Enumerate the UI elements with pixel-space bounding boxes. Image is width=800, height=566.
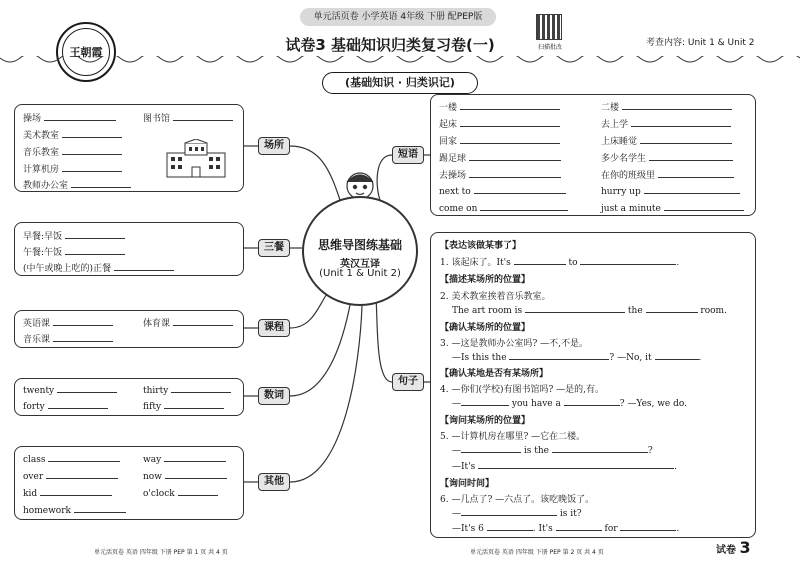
- sentence-head-3: 【确认某场所的位置】: [440, 323, 531, 333]
- phrase-just-a-minute: just a minute: [601, 204, 661, 214]
- phrase-in-your-class: 在你的班级里: [601, 171, 656, 181]
- sentence-5-line-3: —It's .: [452, 462, 678, 472]
- sentence-head-1: 【表达该做某事了】: [440, 241, 522, 251]
- others-box: [14, 446, 244, 520]
- subject-music: 音乐课: [23, 335, 51, 345]
- meal-breakfast: 早餐:早饭: [23, 232, 63, 242]
- sentence-5-line-2: — is the ?: [452, 446, 653, 456]
- other-class: class: [23, 455, 46, 465]
- paper-badge: [716, 538, 751, 557]
- place-teachers-office: 教师办公室: [23, 181, 69, 191]
- footer-left: 单元活页卷 英语 四年级 下册 PEP 第 1 页 共 4 页: [94, 549, 228, 556]
- other-over: over: [23, 472, 44, 482]
- number-thirty: thirty: [143, 386, 169, 396]
- phrase-go-home: 回家: [439, 137, 458, 147]
- phrase-next-to: next to: [439, 187, 471, 197]
- paper-badge-label: 试卷: [716, 545, 736, 556]
- phrase-hurry-up: hurry up: [601, 187, 641, 197]
- numbers-box: [14, 378, 244, 416]
- sentence-4-line-1: 4. —你们(学校)有图书馆吗? —是的,有。: [440, 385, 605, 395]
- phrase-how-many-students: 多少名学生: [601, 154, 647, 164]
- qr-caption: 扫描批改: [537, 44, 562, 51]
- phrase-play-football: 踢足球: [439, 154, 467, 164]
- place-library: 图书馆: [143, 114, 171, 124]
- sentence-6-line-2: — is it?: [452, 509, 582, 519]
- sentence-head-2: 【描述某场所的位置】: [440, 275, 531, 285]
- place-art-room: 美术教室: [23, 131, 60, 141]
- tag-numbers: 数词: [258, 387, 290, 405]
- phrase-first-floor: 一楼: [439, 103, 458, 113]
- tag-places: 场所: [258, 137, 290, 155]
- sentence-1-line-1: 1. 该起床了。It's to .: [440, 258, 680, 268]
- tag-others: 其他: [258, 473, 290, 491]
- school-building-icon: [165, 139, 227, 179]
- paper-badge-number: 3: [739, 538, 751, 557]
- number-fifty: fifty: [143, 402, 162, 412]
- phrase-second-floor: 二楼: [601, 103, 620, 113]
- number-twenty: twenty: [23, 386, 55, 396]
- other-now: now: [143, 472, 162, 482]
- tag-sentences: 句子: [392, 373, 424, 391]
- other-way: way: [143, 455, 162, 465]
- place-playground: 操场: [23, 114, 42, 124]
- meals-box: [14, 222, 244, 276]
- subjects-box: [14, 310, 244, 348]
- footer-right: 单元活页卷 英语 四年级 下册 PEP 第 2 页 共 4 页: [470, 549, 604, 556]
- center-units: (Unit 1 & Unit 2): [319, 268, 401, 279]
- tag-subjects: 课程: [258, 319, 290, 337]
- subject-english: 英语课: [23, 319, 51, 329]
- meal-dinner: (中午或晚上吃的)正餐: [23, 264, 112, 274]
- page-title: 试卷3 基础知识归类复习卷(一): [285, 36, 495, 54]
- phrase-go-to-playground: 去操场: [439, 171, 467, 181]
- phrase-get-up: 起床: [439, 120, 458, 130]
- review-content: 考查内容: Unit 1 & Unit 2: [646, 38, 755, 48]
- subject-pe: 体育课: [143, 319, 171, 329]
- series-bar: 单元活页卷 小学英语 4年级 下册 配PEP版: [300, 8, 496, 26]
- tag-meals: 三餐: [258, 239, 290, 257]
- place-computer-room: 计算机房: [23, 165, 60, 175]
- meal-lunch: 午餐:午饭: [23, 248, 63, 258]
- phrase-come-on: come on: [439, 204, 478, 214]
- tag-phrases: 短语: [392, 146, 424, 164]
- logo-text: 王朝霞: [62, 28, 110, 76]
- phrases-box: [430, 94, 756, 216]
- other-oclock: o'clock: [143, 489, 175, 499]
- number-forty: forty: [23, 402, 45, 412]
- sentence-6-line-1: 6. —几点了? —六点了。该吃晚饭了。: [440, 495, 595, 505]
- phrase-go-to-bed: 上床睡觉: [601, 137, 638, 147]
- section-label: (基础知识 · 归类识记): [322, 72, 478, 94]
- other-kid: kid: [23, 489, 38, 499]
- center-title: 思维导图练基础: [317, 238, 402, 252]
- places-box: [14, 104, 244, 192]
- sentence-3-line-1: 3. —这是教师办公室吗? —不,不是。: [440, 339, 588, 349]
- sentence-2-line-2: The art room is the room.: [452, 306, 727, 316]
- sentence-6-line-3: —It's 6 . It's for .: [452, 524, 680, 534]
- center-subtitle: 英汉互译: [340, 259, 380, 270]
- sentence-head-4: 【确认某地是否有某场所】: [440, 369, 549, 379]
- place-music-room: 音乐教室: [23, 148, 60, 158]
- sentence-4-line-2: — you have a ? —Yes, we do.: [452, 399, 688, 409]
- sentence-5-line-1: 5. —计算机房在哪里? —它在二楼。: [440, 432, 586, 442]
- phrase-go-to-school: 去上学: [601, 120, 629, 130]
- other-homework: homework: [23, 506, 71, 516]
- sentence-3-line-2: —Is this the ? —No, it .: [452, 353, 702, 363]
- sentence-head-5: 【询问某场所的位置】: [440, 416, 531, 426]
- sentence-2-line-1: 2. 美术教室挨着音乐教室。: [440, 292, 551, 302]
- sentence-head-6: 【询问时间】: [440, 479, 495, 489]
